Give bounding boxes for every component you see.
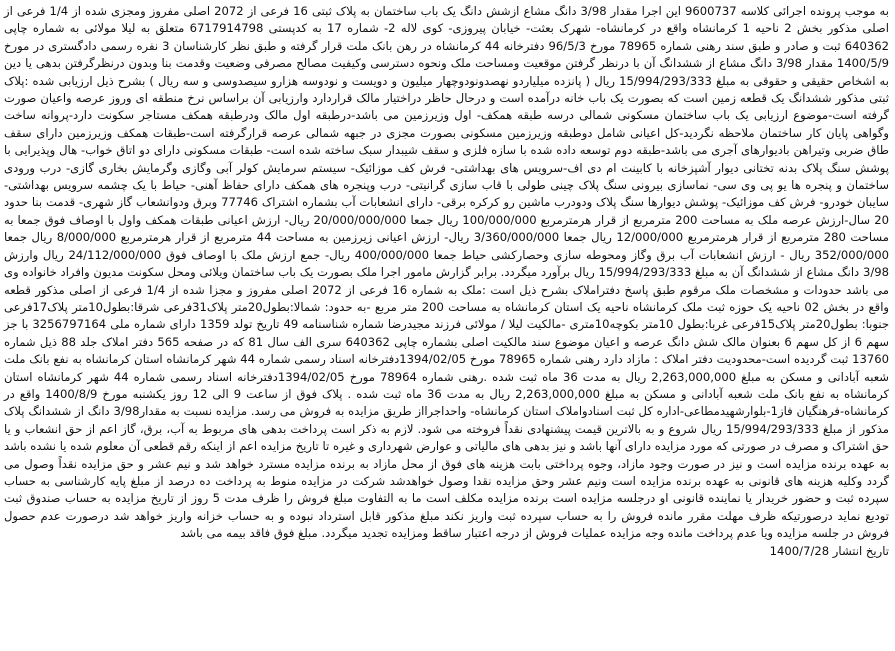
- auction-notice-document: [4, 3, 889, 560]
- publish-date: تاریخ انتشار 1400/7/28: [769, 543, 889, 558]
- notice-body-text: به موجب پرونده اجرائی کلاسه 9600737 این اجرا مقدار 3/98 دانگ مشاع ازشش دانگ یک باب ساختمان به پلاک ثبتی 16 فرعی از 2072 اصلی مفروز ومجزی شده از 1/4 فرعی از اصلی مذکور بخش 2 ناحیه 1 کرمانشاه واقع در کرمانشاه- شهرک بعثت- خیابان پیروزی- کوی لاله 2- شماره 17 به کدپستی 6717914798 متعلق به لیلا مولائی به شماره چاپی 640362 ثبت و صادر و طبق سند رهنی شماره 78965 مورخ 96/5/3 دفترخانه 44 کرمانشاه در رهن بانک ملت قرار گرفته و طبق نظر کارشناسان 3 نفره رسمی دادگستری در مورخ 1400/5/9 مقدار 3/98 دانگ مشاع از ششدانگ آن با درنظر گرفتن موقعیت ومساحت ملک ونحوه دسترسی وکیفیت مصالح مصرفی وضعیت وقدمت بنا وبدون درنظرگرفتن بدهی یا دین به اشخاص حقیقی و حقوقی به مبلغ 15/994/293/333 ریال ( پانزده میلیاردو نهصدونودوچهار میلیون و دویست و نودوسه هزارو سیصدوسی و سه ریال ) بشرح ذیل ارزیابی شده :پلاک ثبتی مذکور ششدانگ یک قطعه زمین است که بصورت یک باب خانه درآمده است و درحال حاظر دراختیار مالک قراردارد وارزیابی آن براساس نرخ منطقه ای وروز عرصه واعیان صورت گرفته است-موضوع ارزیابی یک باب ساختمان مسکونی شمالی درسه طبقه همکف- اول وزیرزمین می باشد-درطبقه اول مالک ودرطبقه همکف مستاجر سکونت دارد-پروانه ساخت وگواهی پایان کار ساختمان ملاحظه نگردید-کل اعیانی شامل دوطبقه وزیرزمین مسکونی بصورت مجزی در جبهه شمالی عرصه قرارگرفته است-طبقات همکف وزیرزمین دارای سقف طاق ضربی وتیراهن بادیوارهای آجری می باشد-طبقه دوم توسعه داده شده با سازه فلزی و سقف شیبدار سبک ساخته شده است- طبقات مسکونی دارای دو اتاق خواب- هال وپذیرایی با پوشش سنگ پلاک بدنه تختانی دیوار آشپزخانه با کابینت ام دی اف-سرویس های بهداشتی- فرش کف موزائیک- سیستم سرمایش کولر آبی وگازی وگرمایش بخاری گازی- درب ورودی ساختمان و پنجره ها یو پی وی سی- نماسازی بیرونی سنگ پلاک چینی طولی با قاب سازی گرانیتی- درب وپنجره های همکف دارای حفاظ آهنی- حیاط با یک چشمه سرویس بهداشتی- سایبان خودرو- فرش کف موزائیک- پوشش دیوارها سنگ پلاک ودودرب ماشین رو کرکره برقی- دارای انشعابات آب بشماره اشتراک 77746 وبرق ودوانشعاب گاز شهری- قدمت بنا حدود 20 سال-ارزش عرصه ملک به مساحت 200 مترمربع از قرار هرمترمربع 100/000/000 ریال جمعا 20/000/000/000 ریال- ارزش اعیانی طبقات همکف واول با اوصاف فوق جمعا به مساحت 280 مترمربع از قرار هرمترمربع 12/000/000 ریال جمعا 3/360/000/000 ریال- ارزش اعیانی زیرزمین به مساحت 44 مترمربع از قرار هرمترمربع 8/000/000 ریال جمعا 352/000/000 ریال - ارزش انشعابات آب برق وگاز ومحوطه سازی وحصارکشی حیاط جمعا 400/000/000 ریال- جمع ارزش ملک با اوصاف فوق 24/112/000/000 ریال وارزش 3/98 دانگ مشاع از ششدانگ آن به مبلغ 15/994/293/333 ریال برآورد میگردد. برابر گزارش مامور اجرا ملک بصورت یک باب ساختمان ویلائی ومحل سکونت مدیون وافراد خانواده وی می باشد حدودات و مشخصات ملک مرقوم طبق پاسخ دفتراملاک بشرح ذیل است :ملک به شماره 16 فرعی از 2072 اصلی مفروز و مجزا شده از 1/4 فرعی از اصلی مذکور قطعه واقع در بخش 02 ناحیه یک حوزه ثبت ملک کرمانشاه ناحیه یک استان کرمانشاه به مساحت 200 متر مربع -به حدود: شمالا:بطول20متر پلاک31فرعی شرقا:بطول10متر پلاک17فرعی جنوبا: بطول20متر پلاک15فرعی غربا:بطول 10متر بکوچه10متری -مالکیت لیلا / مولائی فرزند مجیدرضا شماره شناسنامه 49 تاریخ تولد 1359 دارای شماره ملی 3256797164 با جز سهم 6 از کل سهم 6 بعنوان مالک شش دانگ عرصه و اعیان موضوع سند مالکیت اصلی بشماره چاپی 640362 سری الف سال 81 که در صفحه 565 دفتر املاک جلد 88 ذیل شماره 13760 ثبت گردیده است-محدودیت دفتر املاک : مازاد دارد رهنی شماره 78965 مورخ 1394/02/05دفترخانه اسناد رسمی شماره 44 شهر کرمانشاه استان کرمانشاه به نفع بانک ملت شعبه آبادانی و مسکن به مبلغ 2,263,000,000 ریال به مدت 36 ماه ثبت شده .رهنی شماره 78964 مورخ 1394/02/05دفترخانه اسناد رسمی شماره 44 شهر کرمانشاه استان کرمانشاه به نفع بانک ملت شعبه آبادانی و مسکن به مبلغ 2,263,000,000 ریال به مدت 36 ماه ثبت شده . پلاک فوق از ساعت 9 الی 12 روز یکشنبه مورخ 1400/8/9 واقع در کرمانشاه-فرهنگیان فاز1-بلوارشهیدمطاعی-اداره کل ثبت اسنادواملاک استان کرمانشاه- واحداجرااز طریق مزایده به فروش می رسد. مزایده نسبت به مقدار3/98 دانگ از ششدانگ پلاک مذکور از مبلغ 15/994/293/333 ریال شروع و به بالاترین قیمت پیشنهادی نقداً فروخته می شود. لازم به ذکر است پرداخت بدهی های مربوط به آب، برق، گاز اعم از حق انشعاب و یا حق اشتراک و مصرف در صورتی که مورد مزایده دارای آنها باشد و نیز بدهی های مالیاتی و عوارض شهرداری و غیره تا تاریخ مزایده اعم از اینکه رقم قطعی آن معلوم شده یا نشده باشد به عهده برنده مزایده است و نیز در صورت وجود مازاد، وجوه پرداختی بابت هزینه های فوق از محل مازاد به برنده مزایده مسترد خواهد شد و نیم عشر و حق مزایده نقداً وصول می گردد وکلیه هزینه های قانونی به عهده برنده مزایده است ونیم عشر وحق مزایده نقدا وصول خواهدشد شرکت در مزایده منوط به پرداخت ده درصد از مبلغ پایه کارشناسی به حساب سپرده ثبت و حضور خریدار یا نماینده قانونی او درجلسه مزایده است برنده مزایده مکلف است ما به التفاوت مبلغ فروش را ظرف مدت 5 روز از تاریخ مزایده به حساب صندوق ثبت تودیع نماید درصورتیکه ظرف مهلت مقرر مانده فروش را به حساب سپرده ثبت واریز نکند مبلغ مذکور قابل استرداد نبوده و به حساب خزانه واریز خواهد شد درصورت عدم حصول فروش در جلسه مزایده ویا عدم پرداخت مانده وجه مزایده عملیات فروش از درجه اعتبار ساقط ومزایده تجدید میگردد. مبلغ فوق فاقد بیمه می باشد: [4, 4, 890, 541]
